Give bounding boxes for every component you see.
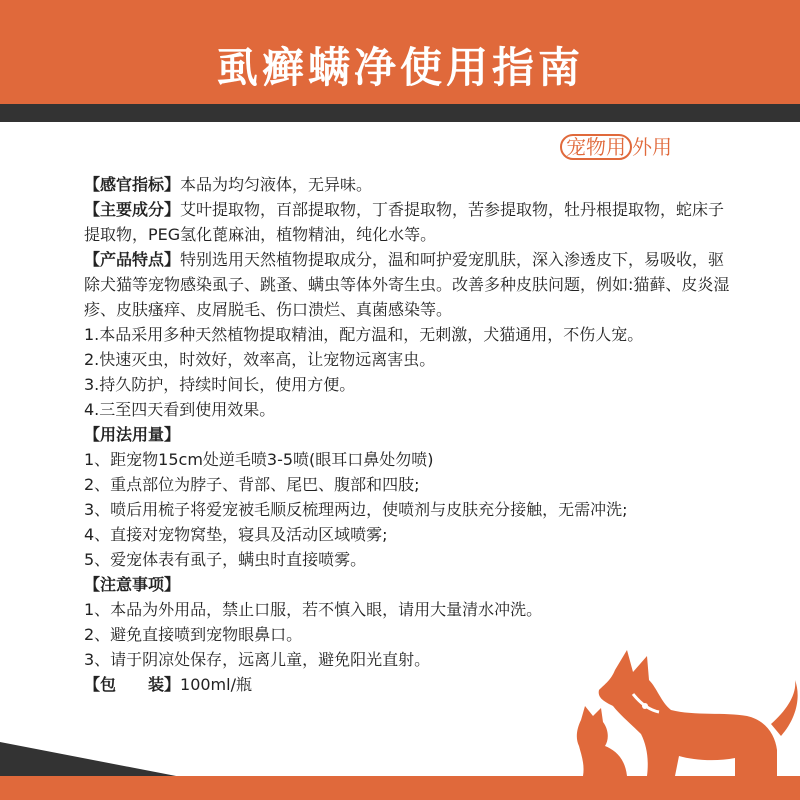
ingredients-heading: 【主要成分】 <box>84 200 181 219</box>
ingredients-section <box>84 197 734 247</box>
ingredients-text: 艾叶提取物，百部提取物，丁香提取物，苦参提取物，牡丹根提取物，蛇床子提取物，PEG氢化蓖麻油，植物精油，纯化水等。 <box>84 200 725 244</box>
features-section <box>84 247 734 322</box>
usage-item: 5、爱宠体表有虱子，螨虫时直接喷雾。 <box>84 550 367 569</box>
header-banner <box>0 0 800 104</box>
features-text: 特别选用天然植物提取成分，温和呵护爱宠肌肤，深入渗透皮下，易吸收，驱除犬猫等宠物感染虱子、跳蚤、螨虫等体外寄生虫。改善多种皮肤问题，例如:猫藓、皮炎湿疹、皮肤瘙痒、皮屑脱毛、伤口溃烂、真菌感染等。 <box>84 250 730 319</box>
sensory-section <box>84 172 734 197</box>
usage-item: 1、距宠物15cm处逆毛喷3-5喷(眼耳口鼻处勿喷) <box>84 450 434 469</box>
feature-item: 1.本品采用多种天然植物提取精油，配方温和，无刺激，犬猫通用，不伤人宠。 <box>84 325 644 344</box>
external-use-label: 外用 <box>632 135 672 159</box>
usage-heading: 【用法用量】 <box>84 425 181 444</box>
cautions-heading: 【注意事项】 <box>84 575 181 594</box>
usage-item: 4、直接对宠物窝垫，寝具及活动区域喷雾; <box>84 525 388 544</box>
dog-and-cat-icon <box>575 650 800 776</box>
page-title: 虱癣螨净使用指南 <box>215 43 584 92</box>
features-heading: 【产品特点】 <box>84 250 181 269</box>
feature-item: 4.三至四天看到使用效果。 <box>84 400 276 419</box>
package-heading: 【包 装】 <box>84 675 181 694</box>
usage-item: 2、重点部位为脖子、背部、尾巴、腹部和四肢; <box>84 475 420 494</box>
footer-bar <box>0 776 800 800</box>
sensory-heading: 【感官指标】 <box>84 175 181 194</box>
feature-item: 3.持久防护，持续时间长，使用方便。 <box>84 375 356 394</box>
package-text: 100ml/瓶 <box>180 675 252 694</box>
feature-item: 2.快速灭虫，时效好，效率高，让宠物远离害虫。 <box>84 350 436 369</box>
caution-item: 1、本品为外用品，禁止口服，若不慎入眼，请用大量清水冲洗。 <box>84 600 543 619</box>
pet-use-badge: 宠物用 <box>560 134 632 160</box>
usage-item: 3、喷后用梳子将爱宠被毛顺反梳理两边，使喷剂与皮肤充分接触，无需冲洗; <box>84 500 628 519</box>
instructions-body <box>84 172 734 697</box>
usage-tag <box>560 133 672 161</box>
header-divider <box>0 104 800 122</box>
caution-item: 3、请于阴凉处保存，远离儿童，避免阳光直射。 <box>84 650 431 669</box>
caution-item: 2、避免直接喷到宠物眼鼻口。 <box>84 625 303 644</box>
sensory-text: 本品为均匀液体，无异味。 <box>180 175 373 194</box>
